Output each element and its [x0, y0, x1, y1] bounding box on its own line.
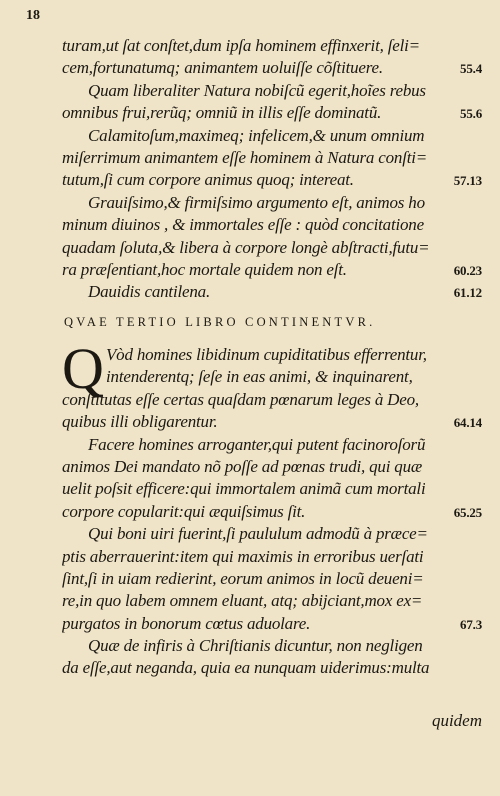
section-text-block — [62, 336, 482, 681]
text-line — [62, 148, 482, 170]
line-text: Quæ de infiris à Chriſtianis dicuntur, non negligen — [88, 636, 423, 656]
text-line — [62, 126, 482, 148]
text-line — [62, 457, 482, 479]
page-reference: 61.12 — [453, 285, 482, 301]
line-text: turam,ut ſat conſtet,dum ipſa hominem effinxerit, ſeli= — [62, 36, 420, 55]
line-text: Vòd homines libidinum cupiditatibus efferrentur, — [106, 345, 427, 364]
text-line — [62, 170, 482, 192]
line-text: Quam liberaliter Natura nobiſcũ egerit,hoĩes rebus — [88, 80, 426, 100]
line-text: conſtitutas eſſe certas quaſdam pœnarum leges à Deo, — [62, 389, 419, 409]
text-line — [62, 569, 482, 591]
text-line — [62, 547, 482, 569]
text-line — [62, 435, 482, 457]
line-text: uelit poſsit efficere:qui immortalem animã cum mortali — [62, 479, 426, 499]
drop-cap: Q — [62, 336, 104, 401]
text-line — [62, 282, 482, 304]
line-text: Qui boni uiri fuerint,ſi paululum admodũ à præce= — [88, 524, 428, 544]
text-line — [62, 591, 482, 613]
text-line — [62, 614, 482, 636]
text-line — [62, 81, 482, 103]
line-text: quadam ſoluta,& libera à corpore longè abſtracti,futu= — [62, 237, 430, 257]
section-heading: QVAE TERTIO LIBRO CONTINENTVR. — [64, 315, 376, 329]
page-reference: 60.23 — [453, 262, 482, 278]
line-text: omnibus frui,rerũq; omniũ in illis eſſe dominatũ. — [62, 103, 382, 123]
page-reference: 64.14 — [453, 415, 482, 431]
line-text: da eſſe,aut neganda, quia ea nunquam uiderimus:multa — [62, 658, 430, 678]
upper-text-block — [62, 36, 482, 305]
line-text: intenderentq; ſeſe in eas animi, & inquinarent, — [106, 367, 413, 387]
text-line — [62, 524, 482, 546]
line-text: Grauiſsimo,& firmiſsimo argumento eſt, animos ho — [88, 192, 425, 212]
text-line — [62, 479, 482, 501]
line-text: Calamitoſum,maximeq; infelicem,& unum omnium — [88, 125, 425, 145]
page-number: 18 — [26, 8, 40, 23]
text-line — [62, 215, 482, 237]
text-line — [62, 36, 482, 58]
page-reference: 67.3 — [460, 616, 482, 632]
text-line — [62, 103, 482, 125]
text-line — [62, 658, 482, 680]
line-text: purgatos in bonorum cœtus aduolare. — [62, 613, 311, 633]
page-reference: 57.13 — [453, 173, 482, 189]
line-text: miſerrimum animantem eſſe hominem à Natura conſti= — [62, 147, 428, 167]
text-line — [62, 412, 482, 434]
line-text: animos Dei mandato nõ poſſe ad pœnas trudi, qui quæ — [62, 456, 423, 476]
text-line — [62, 238, 482, 260]
line-text: Facere homines arroganter,qui putent facinoroſorũ — [88, 434, 426, 454]
line-text: cem,fortunatumq; animantem uoluiſſe cõſtituere. — [62, 58, 383, 78]
line-text: corpore copularit:qui æquiſsimus ſit. — [62, 501, 306, 521]
text-line — [62, 58, 482, 80]
line-text: tutum,ſi cum corpore animus quoq; intereat. — [62, 170, 354, 190]
line-text: ra præſentiant,hoc mortale quidem non eſt. — [62, 259, 347, 279]
text-line — [62, 367, 482, 389]
page-reference: 55.4 — [460, 61, 482, 77]
text-line — [62, 260, 482, 282]
text-line — [62, 636, 482, 658]
catchword: quidem — [431, 711, 482, 730]
line-text: minum diuinos , & immortales eſſe : quòd concitatione — [62, 215, 424, 235]
page-reference: 65.25 — [453, 504, 482, 520]
text-line — [62, 193, 482, 215]
line-text: Dauidis cantilena. — [88, 282, 210, 302]
text-line — [62, 502, 482, 524]
text-line — [62, 345, 482, 367]
line-text: quibus illi obligarentur. — [62, 412, 218, 432]
line-text: ſint,ſi in uiam redierint, eorum animos in locũ deueni= — [62, 568, 424, 588]
line-text: re,in quo labem omnem eluant, atq; abijciant,mox ex= — [62, 591, 423, 611]
page-reference: 55.6 — [460, 106, 482, 122]
text-line — [62, 390, 482, 412]
line-text: ptis aberrauerint:item qui maximis in erroribus uerſati — [62, 546, 424, 566]
